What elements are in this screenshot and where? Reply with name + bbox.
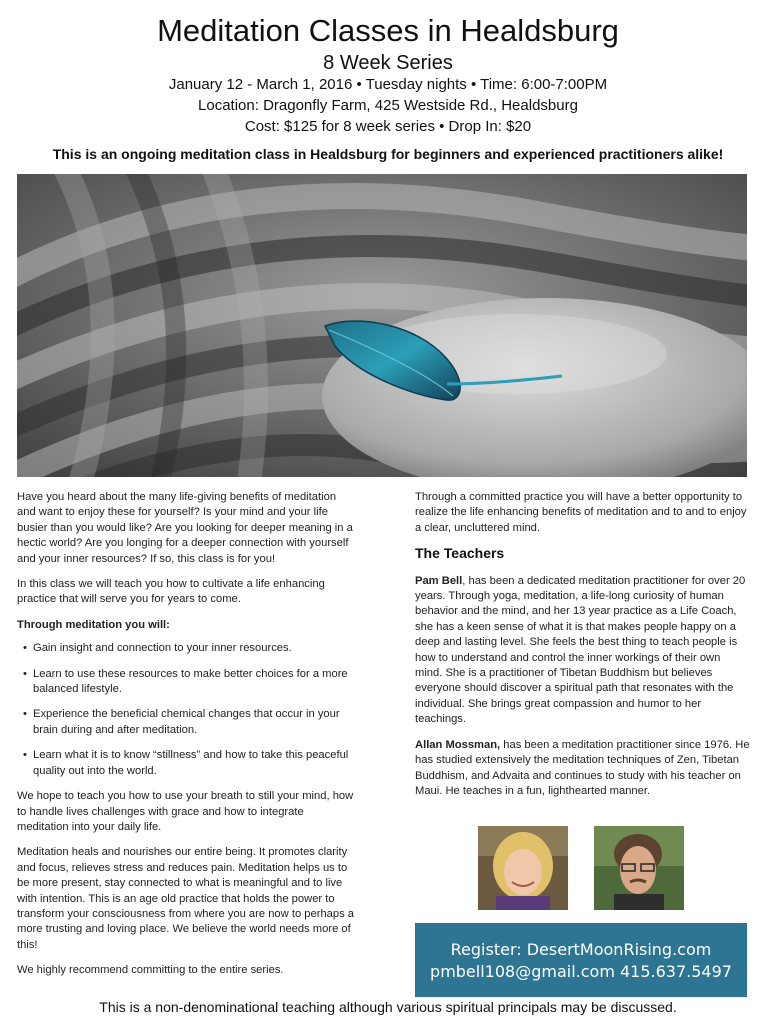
class-location: Location: Dragonfly Farm, 425 Westside Rd., Healdsburg (198, 97, 578, 114)
left-column (17, 490, 357, 989)
list-item: • Gain insight and connection to your inner resources. (17, 641, 357, 656)
list-item: • Experience the beneficial chemical changes that occur in your brain during and after meditation. (17, 707, 357, 738)
class-dates: January 12 - March 1, 2016 • Tuesday nights • Time: 6:00-7:00PM (168, 76, 608, 93)
teachers-heading: The Teachers (415, 545, 505, 562)
series-subtitle: 8 Week Series (323, 52, 453, 74)
class-paragraph: In this class we will teach you how to cultivate a life enhancing practice that will serve you for years to come. (17, 578, 325, 606)
page-title: Meditation Classes in Healdsburg (157, 13, 619, 48)
allan-photo (594, 826, 684, 910)
leaf-on-stone-image (17, 174, 747, 477)
intro-paragraph: Have you heard about the many life-giving benefits of meditation and want to enjoy these for yourself? Is your mind and your life busier than you would like? Are you looking for deeper meaning in a hectic world? Are you longing for a deeper connection with yourself and your inner resources? If so, this class is for you! (17, 491, 353, 565)
pam-bio-text: , has been a dedicated meditation practitioner for over 20 years. Through yoga, meditation, a life-long curiosity of human behavior and the mind, and her 13 year practice as a Life Coach, she has a keen sense of what it is that makes people happy on a deep and lasting level. She feels the best thing to teach people is how to understand and control the inner workings of their own mind. She is a practitioner of Tibetan Buddhism but believes everyone should discover a spiritual path that resonates with the individual. She brings great compassion and humor to her teachings. (415, 574, 746, 726)
tagline: This is an ongoing meditation class in Healdsburg for beginners and experienced practitioners alike! (52, 146, 724, 162)
header (0, 0, 776, 137)
class-cost: Cost: $125 for 8 week series • Drop In: $20 (244, 118, 532, 135)
register-website[interactable]: Register: DesertMoonRising.com (450, 940, 712, 959)
pam-photo (478, 826, 568, 910)
register-contact[interactable]: pmbell108@gmail.com 415.637.5497 (430, 962, 732, 981)
register-box (415, 923, 747, 997)
pam-bio (415, 574, 750, 728)
hope-paragraph: We hope to teach you how to use your breath to still your mind, how to handle lives challenges with grace and how to integrate meditation into your daily life. (17, 790, 354, 833)
allan-bio (415, 738, 750, 800)
list-item: • Learn to use these resources to make better choices for a more balanced lifestyle. (17, 667, 357, 698)
practice-paragraph: Through a committed practice you will have a better opportunity to realize the life enhancing benefits of meditation and to and to enjoy a clear, uncluttered mind. (415, 491, 747, 534)
benefits-list (17, 641, 357, 779)
benefits-heading: Through meditation you will: (17, 618, 170, 631)
recommend-paragraph: We highly recommend committing to the entire series. (17, 964, 284, 977)
heals-paragraph: Meditation heals and nourishes our entire being. It promotes clarity and focus, relieves stress and reduces pain. Meditation helps us to be more present, stay connected to what is meaningful and to live with intention. This is an age old practice that holds the power to transform your consciousness from where you are now to perhaps a more trusting and loving place. We believe the world needs more of this! (17, 846, 355, 951)
allan-bio-text: has been a meditation practitioner since 1976. He has studied extensively the meditation techniques of Zen, Tibetan Buddhism, and Advaita and continues to study with his teacher on Maui. He teaches in a fun, lighthearted manner. (415, 738, 750, 797)
list-item: • Learn what it is to know “stillness” and how to take this peaceful quality out into the world. (17, 748, 357, 779)
footer-note: This is a non-denominational teaching although various spiritual principals may be discussed. (99, 999, 677, 1015)
pam-name: Pam Bell (415, 574, 463, 587)
allan-name: Allan Mossman, (415, 738, 501, 751)
right-column (415, 490, 750, 809)
